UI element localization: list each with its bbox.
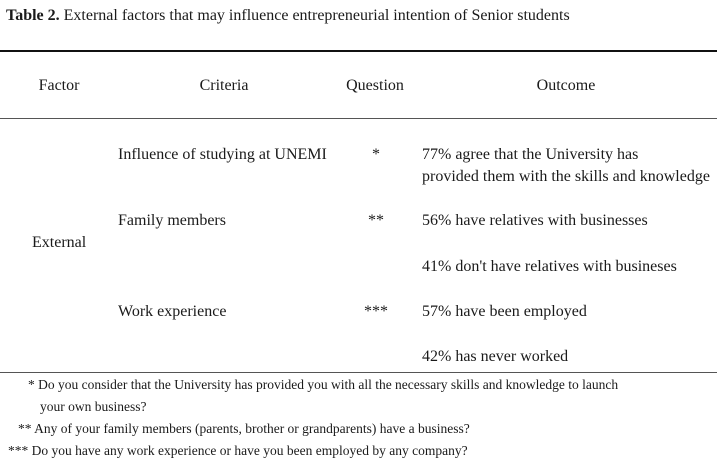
- question-cell: ***: [364, 303, 388, 320]
- factor-cell: External: [32, 234, 87, 251]
- header-criteria: Criteria: [199, 77, 249, 94]
- question-cell: **: [368, 212, 384, 229]
- footnote-1-continued: your own business?: [40, 399, 147, 414]
- outcome-cell: 56% have relatives with businesses: [422, 212, 648, 229]
- criteria-cell: Influence of studying at UNEMI: [118, 146, 327, 163]
- question-cell: *: [372, 146, 380, 163]
- header-outcome: Outcome: [536, 77, 596, 94]
- bottom-rule: [0, 372, 717, 373]
- header-question: Question: [346, 77, 404, 94]
- outcome-cell: 77% agree that the University has: [422, 146, 639, 163]
- outcome-cell: 57% have been employed: [422, 303, 587, 320]
- caption-text: External factors that may influence entrepreneurial intention of Senior students: [63, 7, 570, 24]
- criteria-cell: Work experience: [118, 303, 227, 320]
- outcome-cell: 41% don't have relatives with busineses: [422, 258, 677, 275]
- footnote-2: ** Any of your family members (parents, brother or grandparents) have a business?: [18, 421, 470, 436]
- header-factor: Factor: [38, 77, 80, 94]
- header-rule: [0, 118, 717, 119]
- outcome-cell: 42% has never worked: [422, 348, 569, 365]
- footnote-3: *** Do you have any work experience or have you been employed by any company?: [8, 443, 468, 458]
- table-caption: [6, 7, 570, 25]
- outcome-cell: provided them with the skills and knowledge: [422, 168, 710, 185]
- criteria-cell: Family members: [118, 212, 226, 229]
- footnote-1: * Do you consider that the University has provided you with all the necessary skills and knowledge to launch: [28, 377, 619, 392]
- top-rule: [0, 50, 717, 52]
- caption-label: Table 2.: [6, 7, 60, 24]
